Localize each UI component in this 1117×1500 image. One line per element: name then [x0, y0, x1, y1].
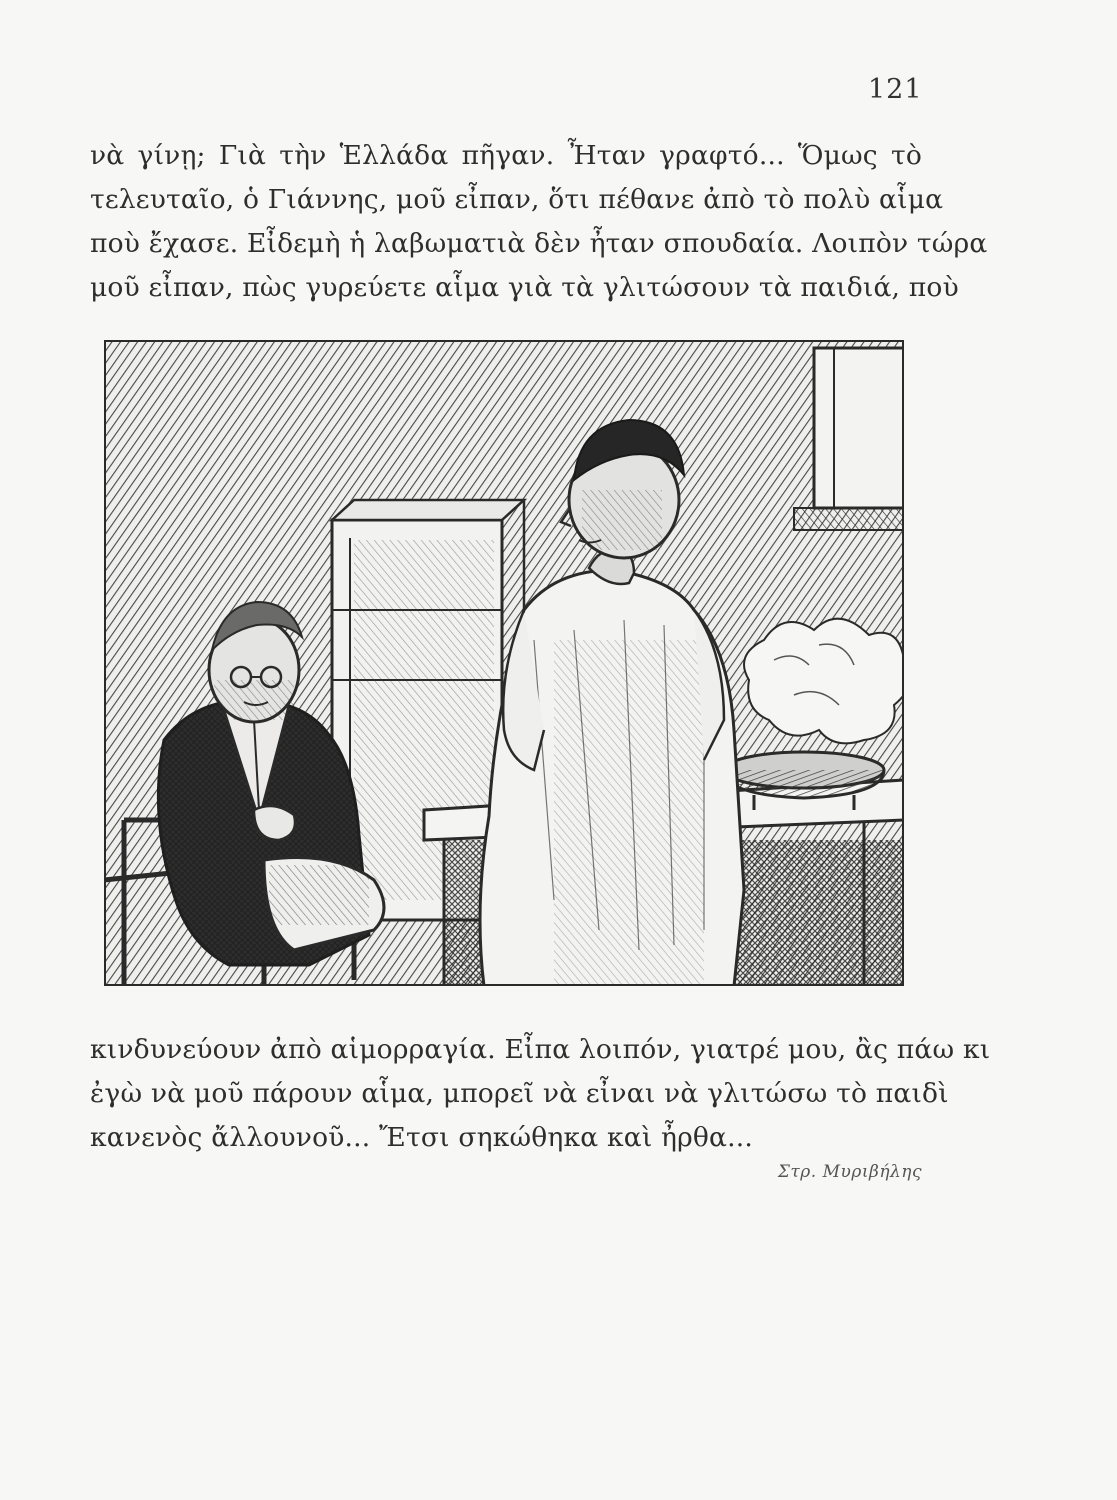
- page-number: 121: [868, 74, 923, 105]
- illustration-doctor-and-old-man: [104, 340, 904, 986]
- text-line: ἐγὼ νὰ μοῦ πάρουν αἷμα, μπορεῖ νὰ εἶναι νὰ γλιτώσω τὸ παιδὶ: [90, 1078, 949, 1109]
- text-line: τελευταῖο, ὁ Γιάννης, μοῦ εἶπαν, ὅτι πέθανε ἀπὸ τὸ πολὺ αἷμα: [90, 184, 944, 215]
- text-line: κινδυνεύουν ἀπὸ αἱμορραγία. Εἶπα λοιπόν, γιατρέ μου, ἂς πάω κι: [90, 1034, 991, 1065]
- body-text-bottom: [90, 1028, 991, 1160]
- body-text-top: [90, 134, 988, 310]
- text-line: μοῦ εἶπαν, πὼς γυρεύετε αἷμα γιὰ τὰ γλιτώσουν τὰ παιδιά, ποὺ: [90, 272, 959, 303]
- author-signature: Στρ. Μυριβήλης: [777, 1162, 922, 1182]
- text-line: κανενὸς ἄλλουνοῦ... Ἔτσι σηκώθηκα καὶ ἦρθα...: [90, 1122, 754, 1153]
- text-line: ποὺ ἔχασε. Εἶδεμὴ ἡ λαβωματιὰ δὲν ἦταν σπουδαία. Λοιπὸν τώρα: [90, 228, 988, 259]
- text-line: νὰ γίνῃ; Γιὰ τὴν Ἑλλάδα πῆγαν. Ἦταν γραφτό... Ὅμως τὸ: [90, 140, 922, 171]
